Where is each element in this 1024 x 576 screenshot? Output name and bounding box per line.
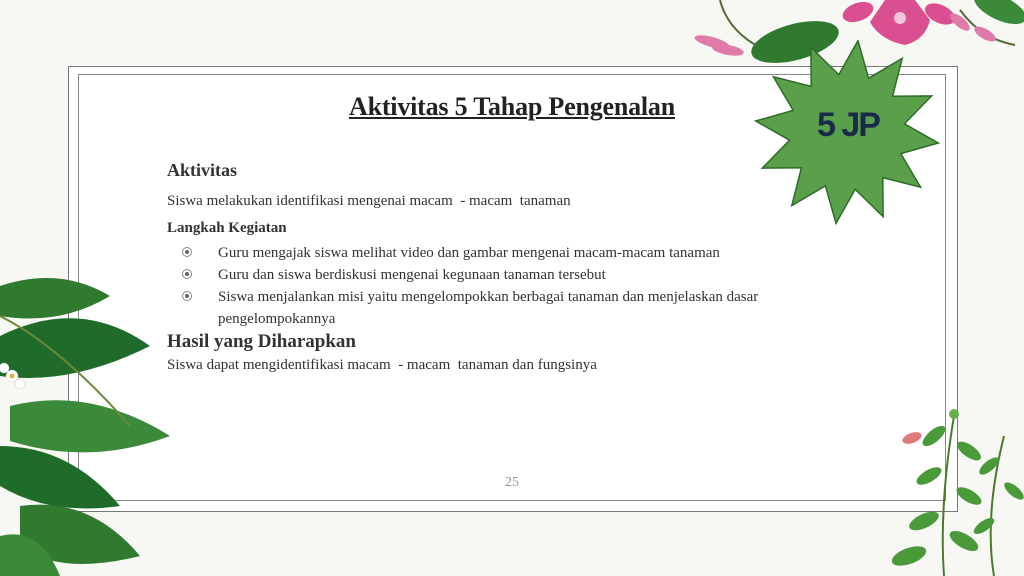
leaf-decoration-icon: [0, 256, 200, 576]
hasil-text: Siswa dapat mengidentifikasi macam - macam tanaman dan fungsinya: [167, 357, 597, 373]
step-text: Siswa menjalankan misi yaitu mengelompokkan berbagai tanaman dan menjelaskan dasar pengelompokannya: [218, 289, 759, 327]
slide-title: Aktivitas 5 Tahap Pengenalan: [349, 92, 675, 121]
badge-label: 5 JP: [817, 106, 879, 144]
steps-list: [182, 242, 872, 330]
step-text: Guru dan siswa berdiskusi mengenai kegunaan tanaman tersebut: [218, 267, 606, 283]
aktivitas-heading: Aktivitas: [167, 160, 238, 180]
list-item: [182, 264, 872, 286]
step-text: Guru mengajak siswa melihat video dan gambar mengenai macam-macam tanaman: [218, 245, 720, 261]
bullet-icon: [182, 291, 192, 301]
bullet-icon: [182, 269, 192, 279]
bullet-icon: [182, 247, 192, 257]
page-number: 25: [505, 475, 519, 490]
list-item: [182, 242, 872, 264]
langkah-heading: Langkah Kegiatan: [167, 220, 287, 236]
hasil-heading: Hasil yang Diharapkan: [167, 331, 356, 352]
list-item: [182, 286, 872, 330]
aktivitas-text: Siswa melakukan identifikasi mengenai macam - macam tanaman: [167, 193, 571, 209]
